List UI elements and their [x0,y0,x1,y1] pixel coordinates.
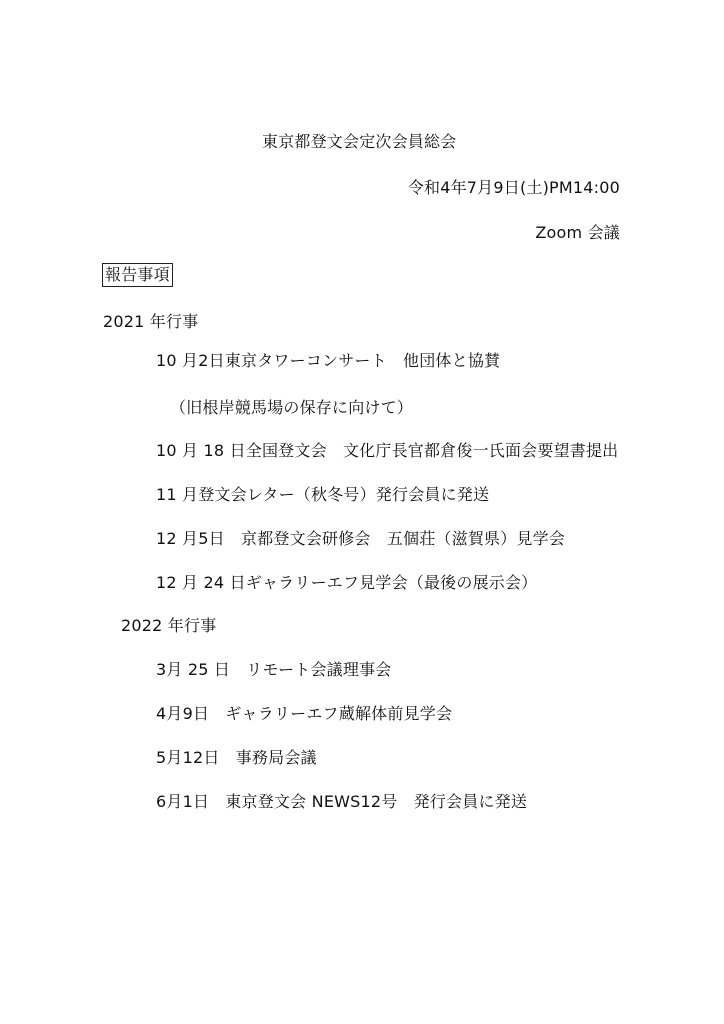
section-heading: 報告事項 [102,263,173,287]
list-item: 11 月登文会レター（秋冬号）発行会員に発送 [156,485,490,504]
year-2021-heading: 2021 年行事 [103,312,199,331]
meeting-date: 令和4年7月9日(土)PM14:00 [407,178,620,197]
list-item: 12 月 24 日ギャラリーエフ見学会（最後の展示会） [156,573,538,592]
meeting-venue: Zoom 会議 [535,223,620,242]
list-item: 3月 25 日 リモート会議理事会 [156,660,392,679]
list-item: 10 月2日東京タワーコンサート 他団体と協賛 [156,351,501,370]
list-item: 5月12日 事務局会議 [156,748,317,767]
list-item-note: （旧根岸競馬場の保存に向けて） [170,398,414,417]
year-2022-heading: 2022 年行事 [121,616,217,635]
list-item: 6月1日 東京登文会 NEWS12号 発行会員に発送 [156,792,528,811]
list-item: 12 月5日 京都登文会研修会 五個荘（滋賀県）見学会 [156,529,566,548]
list-item: 4月9日 ギャラリーエフ蔵解体前見学会 [156,704,453,723]
document-title: 東京都登文会定次会員総会 [262,132,457,151]
list-item: 10 月 18 日全国登文会 文化庁長官都倉俊一氏面会要望書提出 [156,441,619,460]
